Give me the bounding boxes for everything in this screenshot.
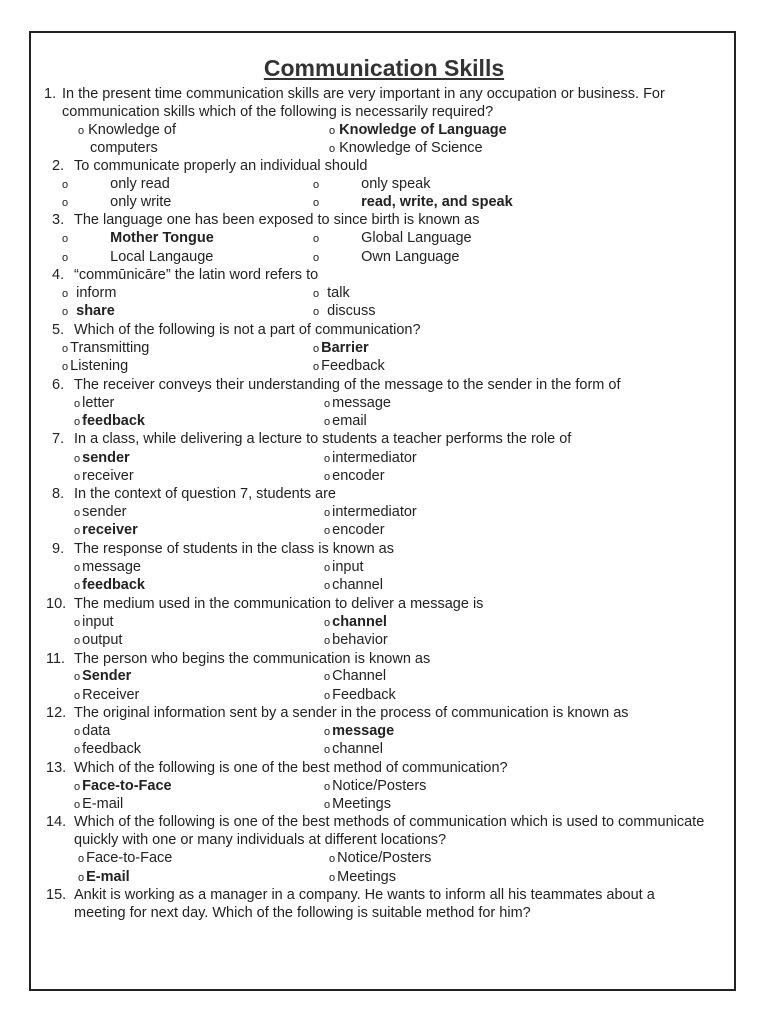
question-number: 6. <box>52 377 65 393</box>
question-number: 10. <box>46 596 67 612</box>
option: o Own Language <box>313 249 460 265</box>
question-text: The original information sent by a sender in the process of communication is known as <box>74 705 629 721</box>
option: o Feedback <box>324 687 396 703</box>
option: o Notice/Posters <box>324 778 427 794</box>
option-correct: o feedback <box>74 577 145 593</box>
option: o Listening <box>62 358 129 374</box>
question-text: quickly with one or many individuals at different locations? <box>74 832 447 848</box>
question-text: The medium used in the communication to deliver a message is <box>74 596 484 612</box>
option: o Channel <box>324 668 387 684</box>
question-text: The receiver conveys their understanding of the message to the sender in the form of <box>74 377 621 393</box>
question-text: The person who begins the communication is known as <box>74 651 431 667</box>
option: o encoder <box>324 522 385 538</box>
question-number: 8. <box>52 486 65 502</box>
question-number: 2. <box>52 158 65 174</box>
option-correct: o Barrier <box>313 340 369 356</box>
option: o Local Langauge <box>62 249 214 265</box>
question-number: 3. <box>52 212 65 228</box>
option: o Receiver <box>74 687 140 703</box>
question-text: Ankit is working as a manager in a company. He wants to inform all his teammates about a <box>74 887 655 903</box>
option-correct: o Mother Tongue <box>62 230 214 246</box>
question-text: “commūnicāre” the latin word refers to <box>74 267 319 283</box>
option: o channel <box>324 577 383 593</box>
question-number: 7. <box>52 431 65 447</box>
option: o message <box>324 395 391 411</box>
question-number: 9. <box>52 541 65 557</box>
option: o only read <box>62 176 170 192</box>
option: o receiver <box>74 468 134 484</box>
option: o channel <box>324 741 383 757</box>
option: o Feedback <box>313 358 385 374</box>
option: o Transmitting <box>62 340 150 356</box>
option: o Global Language <box>313 230 472 246</box>
option: o discuss <box>313 303 376 319</box>
option: o only write <box>62 194 172 210</box>
question-number: 4. <box>52 267 65 283</box>
option-correct: o Face-to-Face <box>74 778 172 794</box>
option: o input <box>74 614 114 630</box>
option-correct: o sender <box>74 450 130 466</box>
option-correct: o Knowledge of Language <box>329 122 507 138</box>
question-text: Which of the following is one of the best methods of communication which is used to communicate <box>74 814 705 830</box>
option: o Meetings <box>329 869 396 885</box>
option: o intermediator <box>324 450 417 466</box>
question-text: In a class, while delivering a lecture to students a teacher performs the role of <box>74 431 572 447</box>
question-text: The language one has been exposed to since birth is known as <box>74 212 480 228</box>
option: o behavior <box>324 632 388 648</box>
question-number: 15. <box>46 887 67 903</box>
page-title: Communication Skills <box>263 55 505 81</box>
option: o encoder <box>324 468 385 484</box>
option: o intermediator <box>324 504 417 520</box>
option: o Knowledge of <box>78 122 176 138</box>
question-number: 5. <box>52 322 65 338</box>
option: o email <box>324 413 367 429</box>
option: o data <box>74 723 111 739</box>
question-number: 12. <box>46 705 67 721</box>
option-correct: o Sender <box>74 668 132 684</box>
option: o Knowledge of Science <box>329 140 483 156</box>
option-correct: o receiver <box>74 522 138 538</box>
option: o Notice/Posters <box>329 850 432 866</box>
option: o E-mail <box>74 796 124 812</box>
option-correct: o message <box>324 723 395 739</box>
option-correct: o E-mail <box>78 869 130 885</box>
question-text: The response of students in the class is known as <box>74 541 394 557</box>
question-number: 13. <box>46 760 67 776</box>
option: o Face-to-Face <box>78 850 173 866</box>
option: o sender <box>74 504 127 520</box>
option: o message <box>74 559 141 575</box>
question-text: Which of the following is one of the best method of communication? <box>74 760 508 776</box>
question-number: 11. <box>46 651 66 667</box>
option-correct: o channel <box>324 614 387 630</box>
question-number: 1. <box>44 86 57 102</box>
option: o output <box>74 632 123 648</box>
question-number: 14. <box>46 814 67 830</box>
option-correct: o share <box>62 303 115 319</box>
option: o feedback <box>74 741 141 757</box>
question-text: Which of the following is not a part of communication? <box>74 322 421 338</box>
question-text: In the context of question 7, students are <box>74 486 336 502</box>
option: o letter <box>74 395 115 411</box>
option: o input <box>324 559 364 575</box>
option: o inform <box>62 285 117 301</box>
option: o only speak <box>313 176 431 192</box>
question-text: To communicate properly an individual should <box>74 158 368 174</box>
option-correct: o feedback <box>74 413 145 429</box>
question-text: In the present time communication skills are very important in any occupation or business. For <box>62 86 665 102</box>
question-text: communication skills which of the following is necessarily required? <box>62 104 494 120</box>
option: o Meetings <box>324 796 391 812</box>
option: computers <box>90 140 158 156</box>
question-text: meeting for next day. Which of the following is suitable method for him? <box>74 905 531 921</box>
option-correct: o read, write, and speak <box>313 194 513 210</box>
option: o talk <box>313 285 350 301</box>
